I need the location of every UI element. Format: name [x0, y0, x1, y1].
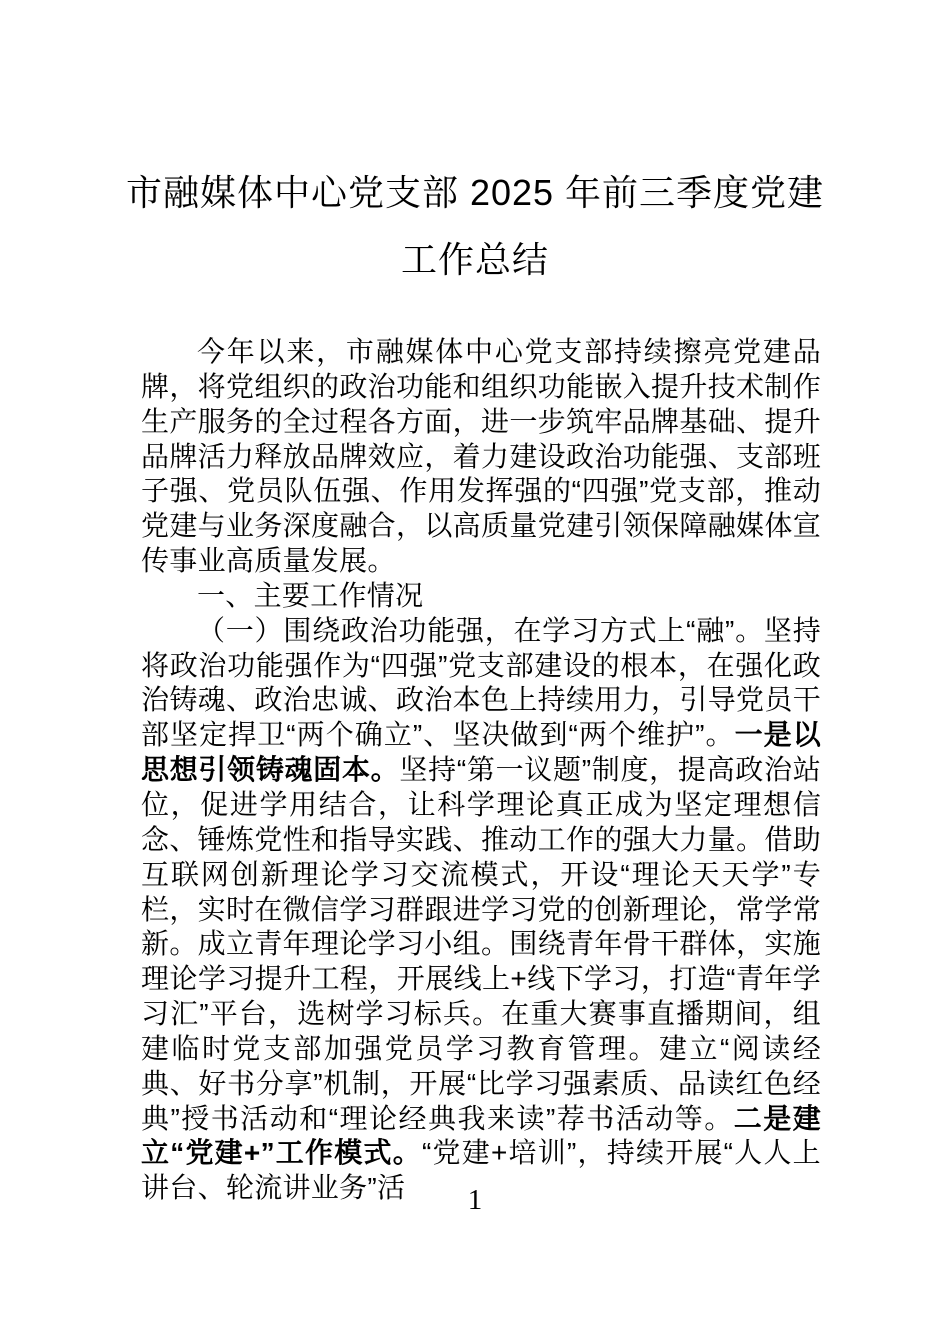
bold-text-run: 二是建立“党建+”工作模式。 [141, 1102, 821, 1169]
text-run: 今年以来，市融媒体中心党支部持续擦亮党建品牌，将党组织的政治功能和组织功能嵌入提升技术制作生产服务的全过程各方面，进一步筑牢品牌基础、提升品牌活力释放品牌效应，着力建设政治功能强、支部班子强、党员队伍强、作用发挥强的“四强”党支部，推动党建与业务深度融合，以高质量党建引领保障融媒体宣传事业高质量发展。 [141, 336, 821, 577]
text-run: 一、主要工作情况 [197, 579, 424, 611]
bold-text-run: 一是以思想引领铸魂固本。 [141, 719, 821, 786]
page-number: 1 [467, 1184, 483, 1216]
section-heading-1 [141, 579, 821, 614]
subsection-paragraph-1 [141, 614, 821, 1206]
intro-paragraph [141, 335, 821, 579]
document-body [141, 335, 821, 1206]
document-title-line-2: 工作总结 [400, 239, 549, 280]
text-run: “党建+培训”，持续开展“人人上讲台、轮流讲业务”活 [141, 1137, 821, 1204]
text-run: （一）围绕政治功能强，在学习方式上“融”。坚持将政治功能强作为“四强”党支部建设的根本，在强化政治铸魂、政治忠诚、政治本色上持续用力，引导党员干部坚定捍卫“两个确立”、坚决做到“两个维护”。 [141, 614, 821, 751]
document-title [70, 159, 880, 293]
document-title-line-1: 市融媒体中心党支部 2025 年前三季度党建 [125, 172, 825, 213]
text-run: 坚持“第一议题”制度，提高政治站位，促进学用结合，让科学理论真正成为坚定理想信念、锤炼党性和指导实践、推动工作的强大力量。借助互联网创新理论学习交流模式，开设“理论天天学”专栏，实时在微信学习群跟进学习党的创新理论，常学常新。成立青年理论学习小组。围绕青年骨干群体，实施理论学习提升工程，开展线上+线下学习，打造“青年学习汇”平台，选树学习标兵。在重大赛事直播期间，组建临时党支部加强党员学习教育管理。建立“阅读经典、好书分享”机制，开展“比学习强素质、品读红色经典”授书活动和“理论经典我来读”荐书活动等。 [141, 754, 822, 1134]
